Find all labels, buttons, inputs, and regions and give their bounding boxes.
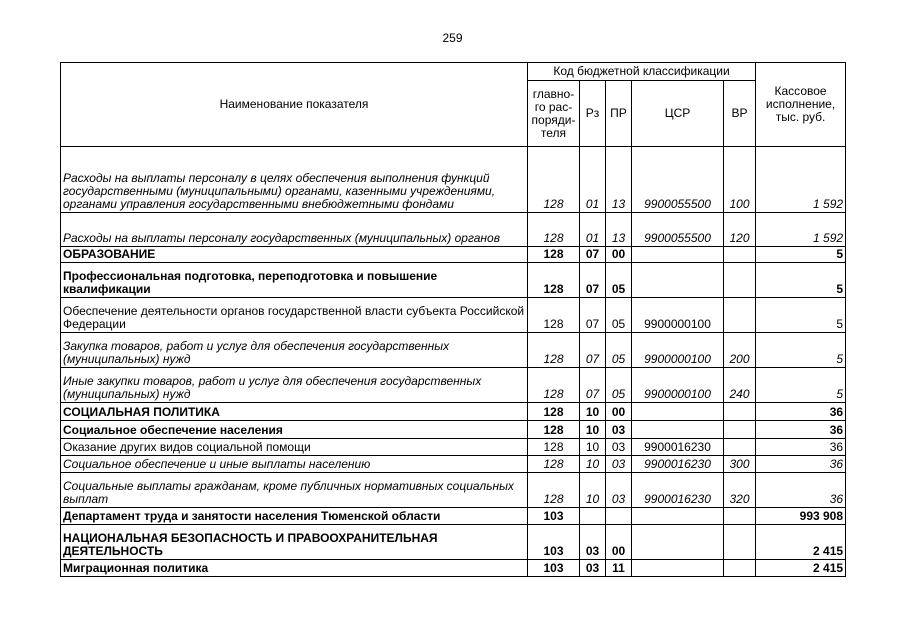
row-vr: 200 bbox=[724, 333, 756, 368]
row-rz: 10 bbox=[580, 439, 606, 456]
row-glavny: 103 bbox=[528, 508, 580, 525]
row-csr: 9900016230 bbox=[632, 473, 724, 508]
row-pr: 03 bbox=[606, 473, 632, 508]
row-csr: 9900055500 bbox=[632, 147, 724, 213]
header-rz: Рз bbox=[580, 81, 606, 147]
row-name: Профессиональная подготовка, переподготовка и повышение квалификации bbox=[61, 263, 528, 298]
row-rz: 07 bbox=[580, 247, 606, 263]
header-csr: ЦСР bbox=[632, 81, 724, 147]
row-pr: 05 bbox=[606, 298, 632, 333]
row-pr: 05 bbox=[606, 333, 632, 368]
row-amount: 2 415 bbox=[756, 560, 846, 577]
row-csr bbox=[632, 525, 724, 560]
header-name: Наименование показателя bbox=[61, 63, 528, 147]
table-row bbox=[61, 247, 846, 263]
row-glavny: 128 bbox=[528, 333, 580, 368]
row-csr: 9900055500 bbox=[632, 213, 724, 247]
row-pr: 05 bbox=[606, 368, 632, 403]
table-row bbox=[61, 213, 846, 247]
row-rz: 07 bbox=[580, 298, 606, 333]
row-rz bbox=[580, 508, 606, 525]
table-row bbox=[61, 368, 846, 403]
row-pr: 03 bbox=[606, 421, 632, 439]
row-vr bbox=[724, 247, 756, 263]
row-name: Расходы на выплаты персоналу в целях обеспечения выполнения функций государственными (муниципальными) органами, казенными учреждениями, органами управления государственными внебюджетными фондами bbox=[61, 147, 528, 213]
table-row bbox=[61, 560, 846, 577]
row-rz: 07 bbox=[580, 368, 606, 403]
header-glavny: главно-го рас-поряди-теля bbox=[528, 81, 580, 147]
row-pr: 03 bbox=[606, 439, 632, 456]
row-vr bbox=[724, 403, 756, 421]
header-code-group: Код бюджетной классификации bbox=[528, 63, 756, 81]
row-vr: 320 bbox=[724, 473, 756, 508]
row-vr bbox=[724, 439, 756, 456]
row-name: Социальное обеспечение и иные выплаты населению bbox=[61, 456, 528, 473]
row-csr: 9900016230 bbox=[632, 439, 724, 456]
row-glavny: 128 bbox=[528, 403, 580, 421]
row-vr bbox=[724, 508, 756, 525]
row-csr: 9900000100 bbox=[632, 368, 724, 403]
row-pr: 05 bbox=[606, 263, 632, 298]
row-rz: 07 bbox=[580, 263, 606, 298]
table-row bbox=[61, 403, 846, 421]
row-glavny: 128 bbox=[528, 263, 580, 298]
header-row-top bbox=[61, 63, 846, 81]
row-name: Миграционная политика bbox=[61, 560, 528, 577]
row-csr bbox=[632, 403, 724, 421]
row-amount: 5 bbox=[756, 298, 846, 333]
row-name: Социальные выплаты гражданам, кроме публичных нормативных социальных выплат bbox=[61, 473, 528, 508]
row-glavny: 103 bbox=[528, 560, 580, 577]
row-amount: 5 bbox=[756, 247, 846, 263]
row-glavny: 103 bbox=[528, 525, 580, 560]
table-row bbox=[61, 333, 846, 368]
table-row bbox=[61, 473, 846, 508]
header-amount: Кассовое исполнение, тыс. руб. bbox=[756, 63, 846, 147]
row-name: Социальное обеспечение населения bbox=[61, 421, 528, 439]
table-row bbox=[61, 439, 846, 456]
row-vr bbox=[724, 525, 756, 560]
row-vr: 120 bbox=[724, 213, 756, 247]
row-rz: 10 bbox=[580, 421, 606, 439]
row-vr bbox=[724, 298, 756, 333]
row-name: ОБРАЗОВАНИЕ bbox=[61, 247, 528, 263]
row-name: НАЦИОНАЛЬНАЯ БЕЗОПАСНОСТЬ И ПРАВООХРАНИТЕЛЬНАЯ ДЕЯТЕЛЬНОСТЬ bbox=[61, 525, 528, 560]
table-body bbox=[61, 147, 846, 577]
row-pr: 11 bbox=[606, 560, 632, 577]
page-number: 259 bbox=[442, 31, 463, 45]
table-row bbox=[61, 298, 846, 333]
row-rz: 03 bbox=[580, 525, 606, 560]
row-amount: 5 bbox=[756, 333, 846, 368]
row-pr: 13 bbox=[606, 213, 632, 247]
row-glavny: 128 bbox=[528, 421, 580, 439]
table-row bbox=[61, 508, 846, 525]
budget-table bbox=[60, 62, 846, 577]
row-name: Обеспечение деятельности органов государственной власти субъекта Российской Федерации bbox=[61, 298, 528, 333]
row-name: Расходы на выплаты персоналу государственных (муниципальных) органов bbox=[61, 213, 528, 247]
row-pr bbox=[606, 508, 632, 525]
header-pr: ПР bbox=[606, 81, 632, 147]
row-name: Иные закупки товаров, работ и услуг для обеспечения государственных (муниципальных) нужд bbox=[61, 368, 528, 403]
row-vr: 300 bbox=[724, 456, 756, 473]
row-glavny: 128 bbox=[528, 213, 580, 247]
row-rz: 03 bbox=[580, 560, 606, 577]
row-vr bbox=[724, 263, 756, 298]
row-vr: 240 bbox=[724, 368, 756, 403]
row-glavny: 128 bbox=[528, 456, 580, 473]
row-rz: 10 bbox=[580, 456, 606, 473]
row-amount: 36 bbox=[756, 439, 846, 456]
row-glavny: 128 bbox=[528, 298, 580, 333]
row-vr bbox=[724, 560, 756, 577]
row-pr: 03 bbox=[606, 456, 632, 473]
row-amount: 2 415 bbox=[756, 525, 846, 560]
row-glavny: 128 bbox=[528, 368, 580, 403]
row-csr bbox=[632, 560, 724, 577]
row-glavny: 128 bbox=[528, 247, 580, 263]
row-csr bbox=[632, 247, 724, 263]
row-vr bbox=[724, 421, 756, 439]
row-name: Оказание других видов социальной помощи bbox=[61, 439, 528, 456]
table-row bbox=[61, 525, 846, 560]
row-name: СОЦИАЛЬНАЯ ПОЛИТИКА bbox=[61, 403, 528, 421]
row-amount: 1 592 bbox=[756, 147, 846, 213]
row-amount: 36 bbox=[756, 421, 846, 439]
table-row bbox=[61, 263, 846, 298]
row-amount: 1 592 bbox=[756, 213, 846, 247]
table-row bbox=[61, 456, 846, 473]
row-amount: 36 bbox=[756, 403, 846, 421]
row-rz: 01 bbox=[580, 213, 606, 247]
row-rz: 10 bbox=[580, 403, 606, 421]
row-name: Закупка товаров, работ и услуг для обеспечения государственных (муниципальных) нужд bbox=[61, 333, 528, 368]
row-rz: 10 bbox=[580, 473, 606, 508]
row-glavny: 128 bbox=[528, 147, 580, 213]
row-csr bbox=[632, 421, 724, 439]
row-rz: 01 bbox=[580, 147, 606, 213]
row-amount: 36 bbox=[756, 473, 846, 508]
row-pr: 00 bbox=[606, 525, 632, 560]
row-pr: 00 bbox=[606, 403, 632, 421]
row-csr: 9900000100 bbox=[632, 333, 724, 368]
row-vr: 100 bbox=[724, 147, 756, 213]
row-glavny: 128 bbox=[528, 473, 580, 508]
row-amount: 993 908 bbox=[756, 508, 846, 525]
row-csr: 9900000100 bbox=[632, 298, 724, 333]
row-amount: 36 bbox=[756, 456, 846, 473]
row-glavny: 128 bbox=[528, 439, 580, 456]
row-pr: 13 bbox=[606, 147, 632, 213]
row-amount: 5 bbox=[756, 368, 846, 403]
row-pr: 00 bbox=[606, 247, 632, 263]
table-row bbox=[61, 147, 846, 213]
row-name: Департамент труда и занятости населения Тюменской области bbox=[61, 508, 528, 525]
table-row bbox=[61, 421, 846, 439]
row-rz: 07 bbox=[580, 333, 606, 368]
row-csr: 9900016230 bbox=[632, 456, 724, 473]
header-vr: ВР bbox=[724, 81, 756, 147]
row-csr bbox=[632, 263, 724, 298]
row-amount: 5 bbox=[756, 263, 846, 298]
row-csr bbox=[632, 508, 724, 525]
